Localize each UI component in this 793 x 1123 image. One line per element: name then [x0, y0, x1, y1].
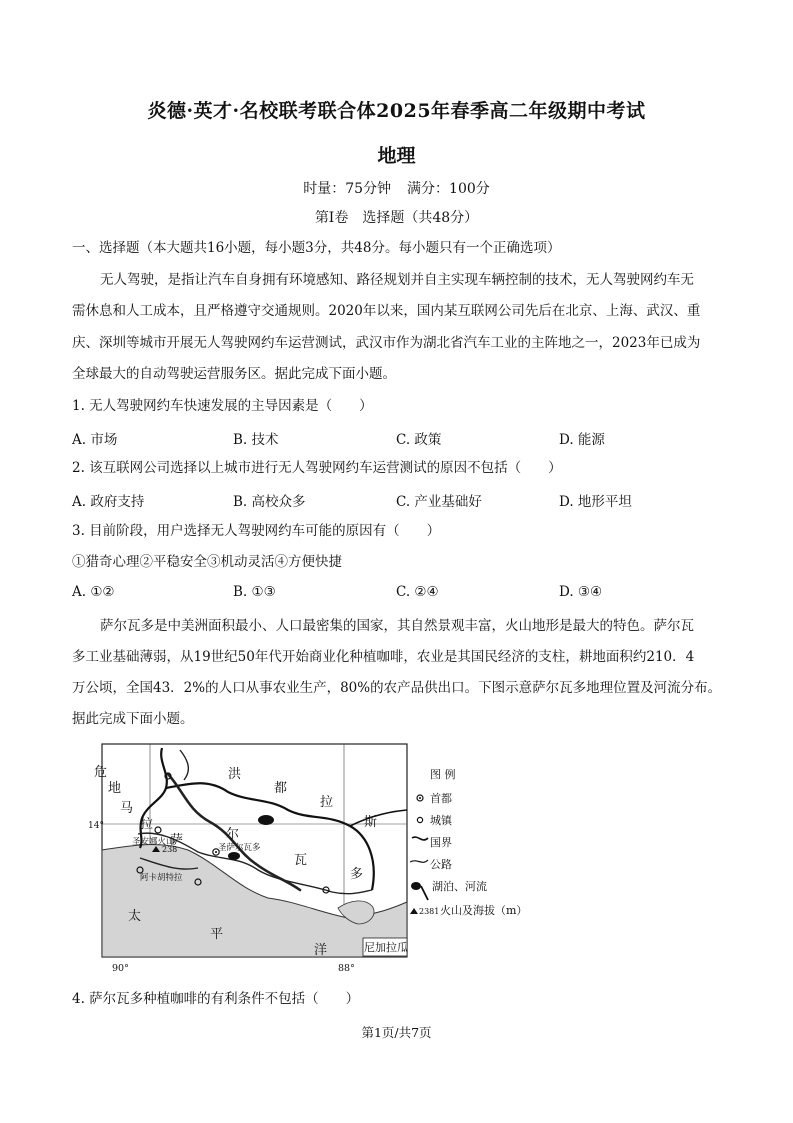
legend-lake-icon	[411, 882, 421, 890]
legend-capital-dot	[419, 797, 421, 799]
passage2-line: 多工业基础薄弱，从19世纪50年代开始商业化种植咖啡，农业是其国民经济的支柱，耕地面积约210．4	[72, 649, 695, 665]
exam-title: 炎德·英才·名校联考联合体2025年春季高二年级期中考试	[147, 100, 646, 122]
legend-lake-river: 湖泊、河流	[432, 880, 487, 893]
volcano-label: 圣安娜火山	[132, 837, 175, 847]
pacific-label: 平	[210, 927, 224, 942]
legend-capital: 首都	[430, 792, 452, 805]
legend-title: 图 例	[430, 768, 456, 781]
longitude-label: 90°	[112, 963, 129, 974]
passage1-line: 无人驾驶，是指让汽车自身拥有环境感知、路径规划并自主实现车辆控制的技术，无人驾驶网约车无	[100, 272, 694, 288]
question-2-option-c[interactable]: C. 产业基础好	[396, 494, 482, 510]
pacific-label: 太	[128, 909, 142, 924]
question-3-items: ①猎奇心理②平稳安全③机动灵活④方便快捷	[72, 554, 342, 570]
question-3-option-d[interactable]: D. ③④	[559, 584, 603, 600]
lake	[228, 852, 240, 860]
question-3-option-c[interactable]: C. ②④	[396, 584, 439, 600]
question-2-option-b[interactable]: B. 高校众多	[233, 494, 306, 510]
question-3-option-b[interactable]: B. ①③	[233, 584, 276, 600]
question-3-option-a[interactable]: A. ①②	[72, 584, 115, 600]
longitude-label: 88°	[338, 963, 355, 974]
capital-label: 圣萨尔瓦多	[218, 843, 261, 853]
el-salvador-label: 萨	[170, 833, 184, 848]
full-score: 满分：100分	[407, 181, 490, 197]
passage2-line: 据此完成下面小题。	[72, 711, 194, 727]
passage1-line: 庆、深圳等城市开展无人驾驶网约车运营测试，武汉市作为湖北省汽车工业的主阵地之一，2023年已成为	[72, 335, 701, 351]
honduras-label: 洪	[228, 767, 242, 782]
legend-town: 城镇	[430, 814, 452, 827]
question-2-option-a[interactable]: A. 政府支持	[72, 494, 145, 510]
time-limit: 时量：75分钟	[303, 181, 392, 197]
capital-marker-dot	[215, 851, 217, 853]
el-salvador-label: 多	[350, 867, 364, 882]
el-salvador-label: 瓦	[294, 853, 308, 868]
section-title: 第Ⅰ卷 选择题（共48分）	[314, 210, 479, 226]
honduras-label: 都	[274, 781, 288, 796]
question-1-option-d[interactable]: D. 能源	[559, 432, 605, 448]
guatemala-label: 危	[94, 765, 108, 780]
question-1-option-b[interactable]: B. 技术	[233, 432, 279, 448]
acajutla-label: 阿卡胡特拉	[140, 873, 183, 883]
volcano-elevation: 238	[162, 845, 178, 854]
passage1-line: 全球最大的自动驾驶运营服务区。据此完成下面小题。	[72, 366, 396, 382]
legend-volcano-value: 2381	[419, 907, 440, 916]
question-4-stem: 4. 萨尔瓦多种植咖啡的有利条件不包括（ ）	[72, 991, 360, 1007]
passage2-line: 萨尔瓦多是中美洲面积最小、人口最密集的国家，其自然景观丰富，火山地形是最大的特色。萨尔瓦	[100, 618, 694, 634]
page-number: 第1页/共7页	[361, 1025, 432, 1040]
subject-title: 地理	[377, 145, 416, 167]
honduras-label: 拉	[320, 795, 334, 810]
guatemala-label: 拉	[140, 817, 154, 832]
question-2-stem: 2. 该互联网公司选择以上城市进行无人驾驶网约车运营测试的原因不包括（ ）	[72, 460, 562, 476]
question-3-stem: 3. 目前阶段，用户选择无人驾驶网约车可能的原因有（ ）	[72, 523, 441, 539]
question-1-stem: 1. 无人驾驶网约车快速发展的主导因素是（ ）	[72, 398, 373, 414]
guatemala-label: 地	[108, 781, 122, 796]
el-salvador-label: 尔	[226, 827, 240, 842]
legend-volcano: 火山及海拔（m）	[440, 904, 528, 917]
latitude-label: 14°	[88, 821, 104, 831]
exam-meta	[0, 178, 793, 198]
question-1-option-a[interactable]: A. 市场	[72, 432, 118, 448]
question-1-option-c[interactable]: C. 政策	[396, 432, 442, 448]
question-2-option-d[interactable]: D. 地形平坦	[559, 494, 632, 510]
el-salvador-map	[88, 740, 558, 975]
lake	[258, 815, 274, 825]
passage1-line: 需休息和人工成本，且严格遵守交通规则。2020年以来，国内某互联网公司先后在北京、上海、武汉、重	[72, 303, 701, 319]
guatemala-label: 马	[120, 801, 134, 816]
pacific-label: 洋	[314, 943, 328, 958]
nicaragua-label: 尼加拉瓜	[364, 941, 408, 954]
legend-road: 公路	[430, 858, 452, 871]
legend-border: 国界	[430, 836, 452, 849]
part-heading: 一、选择题（本大题共16小题，每小题3分，共48分。每小题只有一个正确选项）	[72, 240, 561, 256]
honduras-label: 斯	[364, 815, 378, 830]
passage2-line: 万公顷，全国43．2%的人口从事农业生产，80%的农产品供出口。下图示意萨尔瓦多地理位置及河流分布。	[72, 680, 722, 696]
